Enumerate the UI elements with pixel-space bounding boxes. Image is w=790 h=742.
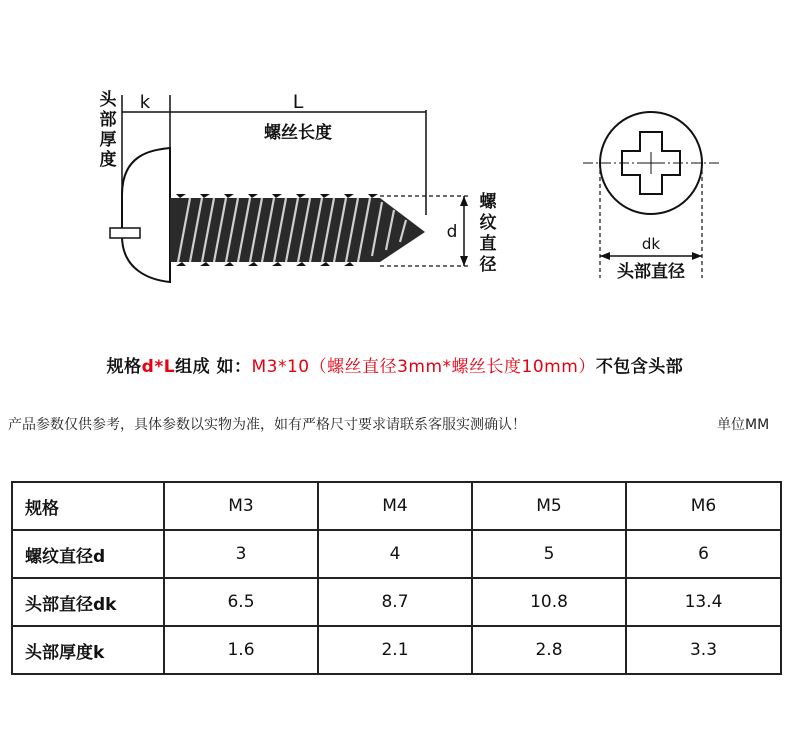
table-cell: 6 [626,530,781,578]
d-arrow-bottom [460,256,468,266]
table-cell: 4 [318,530,472,578]
screw-dimension-diagram [0,0,790,320]
thread-diameter-label-2: 纹 [479,213,497,233]
thread-length-label: 螺丝长度 [264,123,332,143]
d-label: d [446,222,458,242]
head-thickness-label-2: 部 [99,110,117,130]
row-label-head-thickness: 头部厚度k [12,626,164,674]
spec-headline [0,352,790,377]
table-cell: 8.7 [318,578,472,626]
table-cell: 5 [472,530,626,578]
dk-arrow-right [692,252,702,260]
thread-diameter-label-4: 径 [479,255,497,275]
L-label: L [292,91,304,113]
unit-label: 单位MM [717,417,770,433]
head-diameter-label: 头部直径 [617,262,685,282]
thread-diameter-label-1: 螺 [479,192,497,212]
dk-label: dk [641,235,661,253]
headline-part3: 组成 如： [175,357,252,377]
head-thickness-label-4: 度 [99,150,117,170]
table-cell: 10.8 [472,578,626,626]
row-label-head-diameter: 头部直径dk [12,578,164,626]
table-cell: 6.5 [164,578,318,626]
screw-head [122,148,170,282]
header-m6: M6 [626,482,781,530]
row-label-thread-diameter: 螺纹直径d [12,530,164,578]
table-row [12,578,781,626]
header-m4: M4 [318,482,472,530]
spec-table [11,481,782,675]
table-cell: 2.1 [318,626,472,674]
table-cell: 13.4 [626,578,781,626]
screw-thread [170,194,425,266]
d-arrow-top [460,196,468,206]
thread-diameter-label-3: 直 [479,234,497,254]
head-thickness-label-3: 厚 [99,130,117,150]
dk-arrow-left [600,252,610,260]
disclaimer-note: 产品参数仅供参考，具体参数以实物为准，如有严格尺寸要求请联系客服实测确认！ [8,417,526,433]
table-cell: 2.8 [472,626,626,674]
table-row [12,626,781,674]
table-row [12,530,781,578]
k-label: k [139,92,151,113]
headline-part4: M3*10（螺丝直径3mm*螺丝长度10mm） [251,357,596,377]
table-cell: 3 [164,530,318,578]
headline-part2: d*L [141,357,176,377]
header-m5: M5 [472,482,626,530]
screw-slot [110,228,140,238]
table-header-row [12,482,781,530]
headline-part5: 不包含头部 [595,357,684,377]
header-m3: M3 [164,482,318,530]
header-spec: 规格 [12,482,164,530]
table-cell: 3.3 [626,626,781,674]
table-cell: 1.6 [164,626,318,674]
headline-part1: 规格 [106,357,142,377]
head-thickness-label-1: 头 [99,90,117,110]
